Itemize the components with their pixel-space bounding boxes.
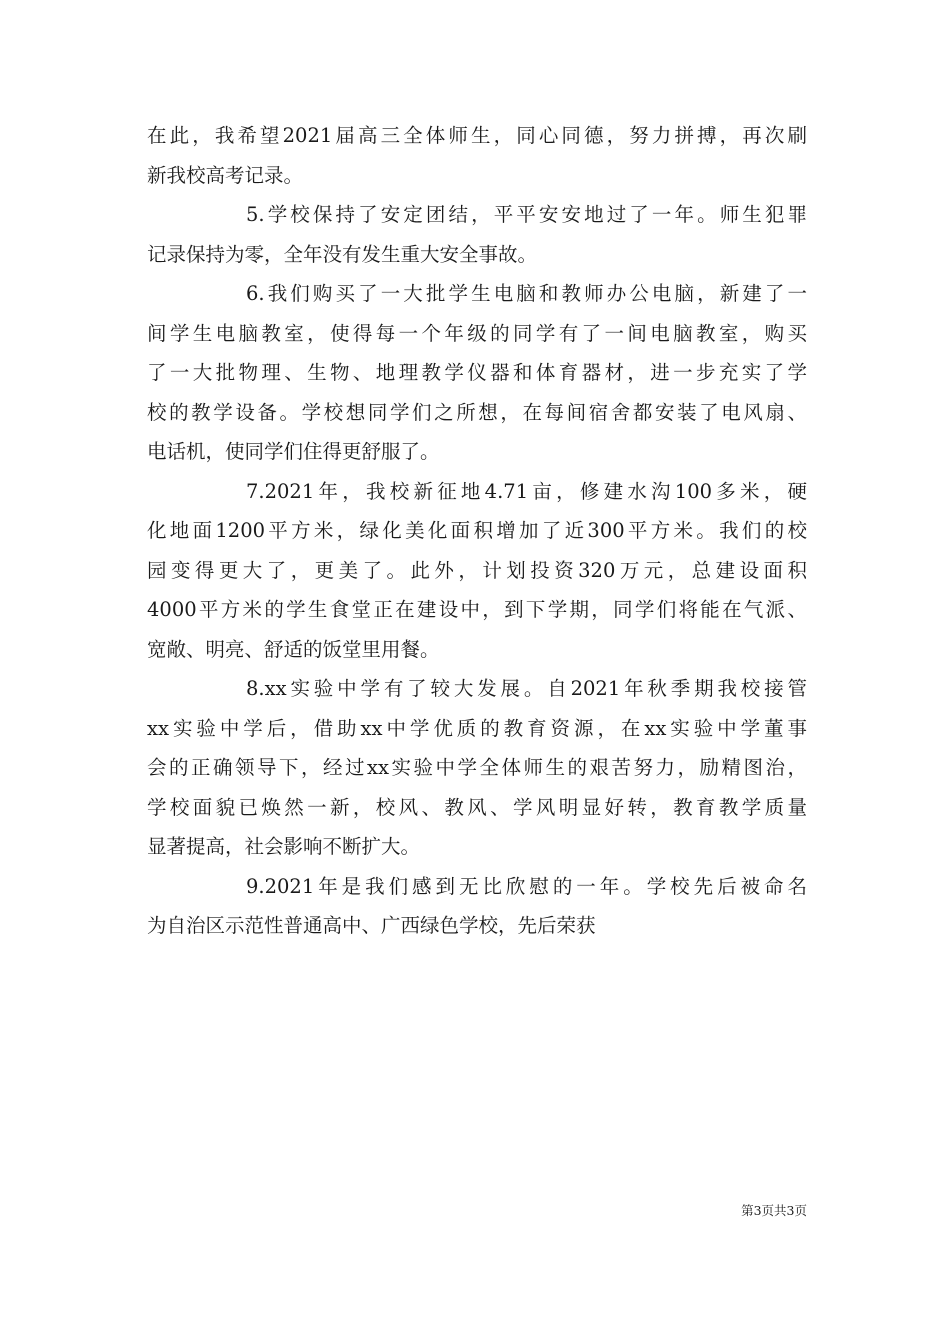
text-line: 校的教学设备。学校想同学们之所想，在每间宿舍都安装了电风扇、	[147, 400, 807, 424]
text-line: 会的正确领导下，经过xx实验中学全体师生的艰苦努力，励精图治，	[147, 756, 807, 779]
text-line: 4000平方米的学生食堂正在建设中，到下学期，同学们将能在气派、	[147, 598, 807, 621]
text-line: 在此，我希望2021届高三全体师生，同心同德，努力拼搏，再次刷	[147, 124, 807, 147]
text-line: xx实验中学后，借助xx中学优质的教育资源，在xx实验中学董事	[147, 716, 807, 740]
text-line-indented: 9.2021年是我们感到无比欣慰的一年。学校先后被命名	[246, 874, 807, 898]
document-body	[147, 116, 807, 946]
paragraph-item-6	[147, 274, 807, 472]
text-line: 了一大批物理、生物、地理教学仪器和体育器材，进一步充实了学	[147, 361, 807, 384]
text-line: 园变得更大了，更美了。此外，计划投资320万元，总建设面积	[147, 558, 807, 582]
text-line: 新我校高考记录。	[147, 163, 304, 187]
text-line: 化地面1200平方米，绿化美化面积增加了近300平方米。我们的校	[147, 519, 807, 542]
text-line: 学校面貌已焕然一新，校风、教风、学风明显好转，教育教学质量	[147, 795, 807, 819]
page-number-footer: 第3页共3页	[741, 1203, 807, 1218]
paragraph-item-8	[147, 669, 807, 867]
text-line: 为自治区示范性普通高中、广西绿色学校，先后荣获	[147, 914, 596, 937]
paragraph-item-5	[147, 195, 807, 274]
text-line-indented: 6.我们购买了一大批学生电脑和教师办公电脑，新建了一	[246, 282, 807, 305]
paragraph-intro-close	[147, 116, 807, 195]
text-line-indented: 7.2021年，我校新征地4.71亩，修建水沟100多米，硬	[246, 479, 807, 503]
text-line: 电话机，使同学们住得更舒服了。	[147, 440, 440, 463]
paragraph-item-9	[147, 867, 807, 946]
paragraph-item-7	[147, 472, 807, 670]
text-line: 记录保持为零，全年没有发生重大安全事故。	[147, 242, 538, 266]
text-line: 宽敞、明亮、舒适的饭堂里用餐。	[147, 637, 440, 661]
text-line-indented: 5.学校保持了安定团结，平平安安地过了一年。师生犯罪	[246, 203, 807, 226]
text-line-indented: 8.xx实验中学有了较大发展。自2021年秋季期我校接管	[246, 677, 807, 700]
text-line: 显著提高，社会影响不断扩大。	[147, 835, 421, 858]
text-line: 间学生电脑教室，使得每一个年级的同学有了一间电脑教室，购买	[147, 321, 807, 345]
